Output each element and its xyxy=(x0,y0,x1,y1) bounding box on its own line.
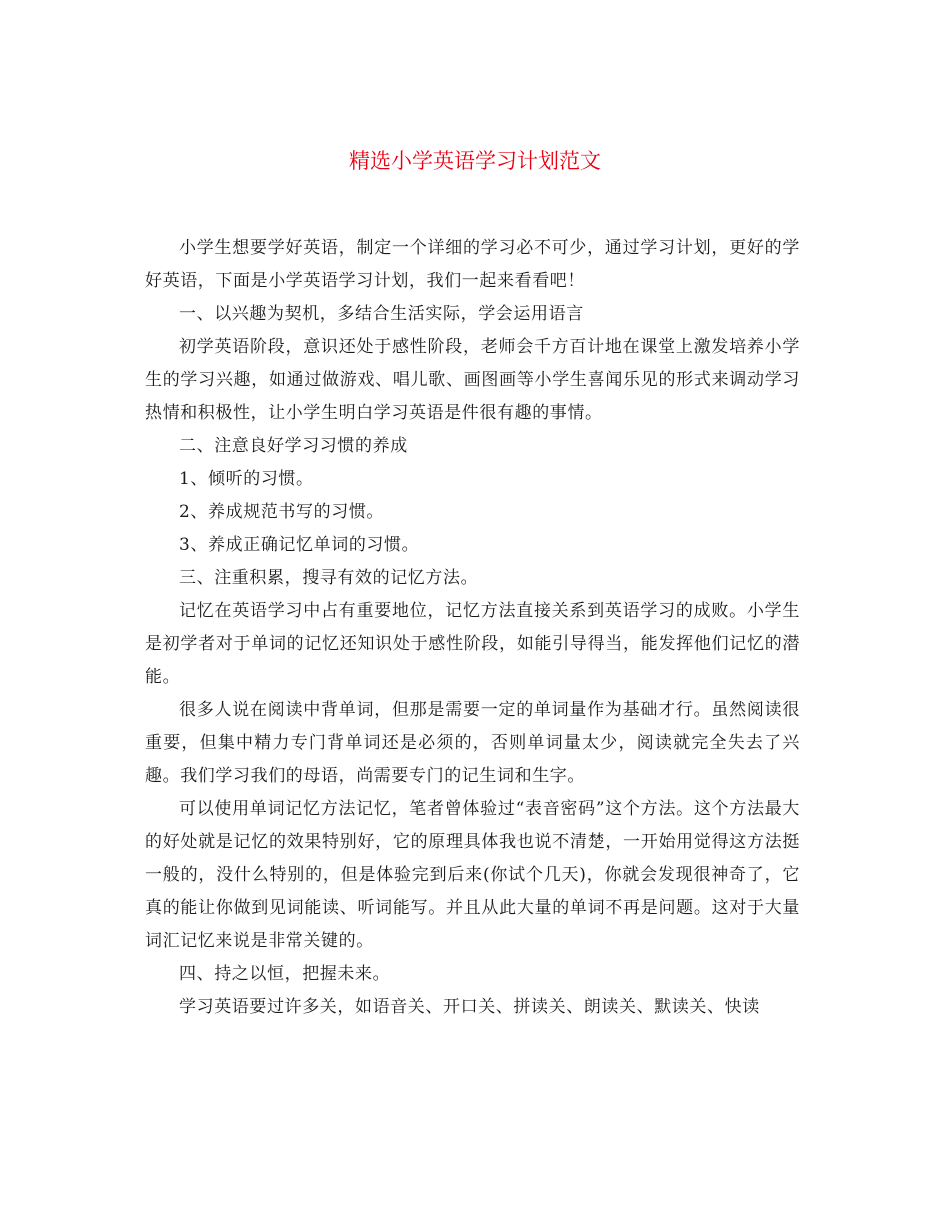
heading-section-3: 三、注重积累，搜寻有效的记忆方法。 xyxy=(179,568,479,588)
heading-section-2: 二、注意良好学习习惯的养成 xyxy=(179,436,408,456)
heading-section-4: 四、持之以恒，把握未来。 xyxy=(179,964,391,984)
heading-section-1: 一、以兴趣为契机，多结合生活实际，学会运用语言 xyxy=(179,304,584,324)
paragraph-section-4: 学习英语要过许多关，如语音关、开口关、拼读关、朗读关、默读关、快读 xyxy=(179,997,760,1017)
list-item-habit-3: 3、养成正确记忆单词的习惯。 xyxy=(179,535,420,555)
paragraph-section-3-c: 可以使用单词记忆方法记忆，笔者曾体验过“表音密码”这个方法。这个方法最大的好处就是记忆的效果特别好，它的原理具体我也说不清楚，一开始用觉得这方法挺一般的，没什么特别的，但是体验完到后来(你试个几天)，你就会发现很神奇了，它真的能让你做到见词能读、听词能写。并且从此大量的单词不再是问题。这对于大量词汇记忆来说是非常关键的。 xyxy=(145,799,800,951)
paragraph-intro: 小学生想要学好英语，制定一个详细的学习必不可少，通过学习计划，更好的学好英语，下面是小学英语学习计划，我们一起来看看吧！ xyxy=(145,238,800,291)
list-item-habit-2: 2、养成规范书写的习惯。 xyxy=(179,502,385,522)
paragraph-section-3-a: 记忆在英语学习中占有重要地位，记忆方法直接关系到英语学习的成败。小学生是初学者对于单词的记忆还知识处于感性阶段，如能引导得当，能发挥他们记忆的潜能。 xyxy=(145,601,800,687)
paragraph-section-3-b: 很多人说在阅读中背单词，但那是需要一定的单词量作为基础才行。虽然阅读很重要，但集中精力专门背单词还是必须的，否则单词量太少，阅读就完全失去了兴趣。我们学习我们的母语，尚需要专门的记生词和生字。 xyxy=(145,700,800,786)
list-item-habit-1: 1、倾听的习惯。 xyxy=(179,469,314,489)
paragraph-section-1: 初学英语阶段，意识还处于感性阶段，老师会千方百计地在课堂上激发培养小学生的学习兴趣，如通过做游戏、唱儿歌、画图画等小学生喜闻乐见的形式来调动学习热情和积极性，让小学生明白学习英语是件很有趣的事情。 xyxy=(145,337,800,423)
document-body xyxy=(145,232,800,1024)
document-title: 精选小学英语学习计划范文 xyxy=(349,149,601,173)
